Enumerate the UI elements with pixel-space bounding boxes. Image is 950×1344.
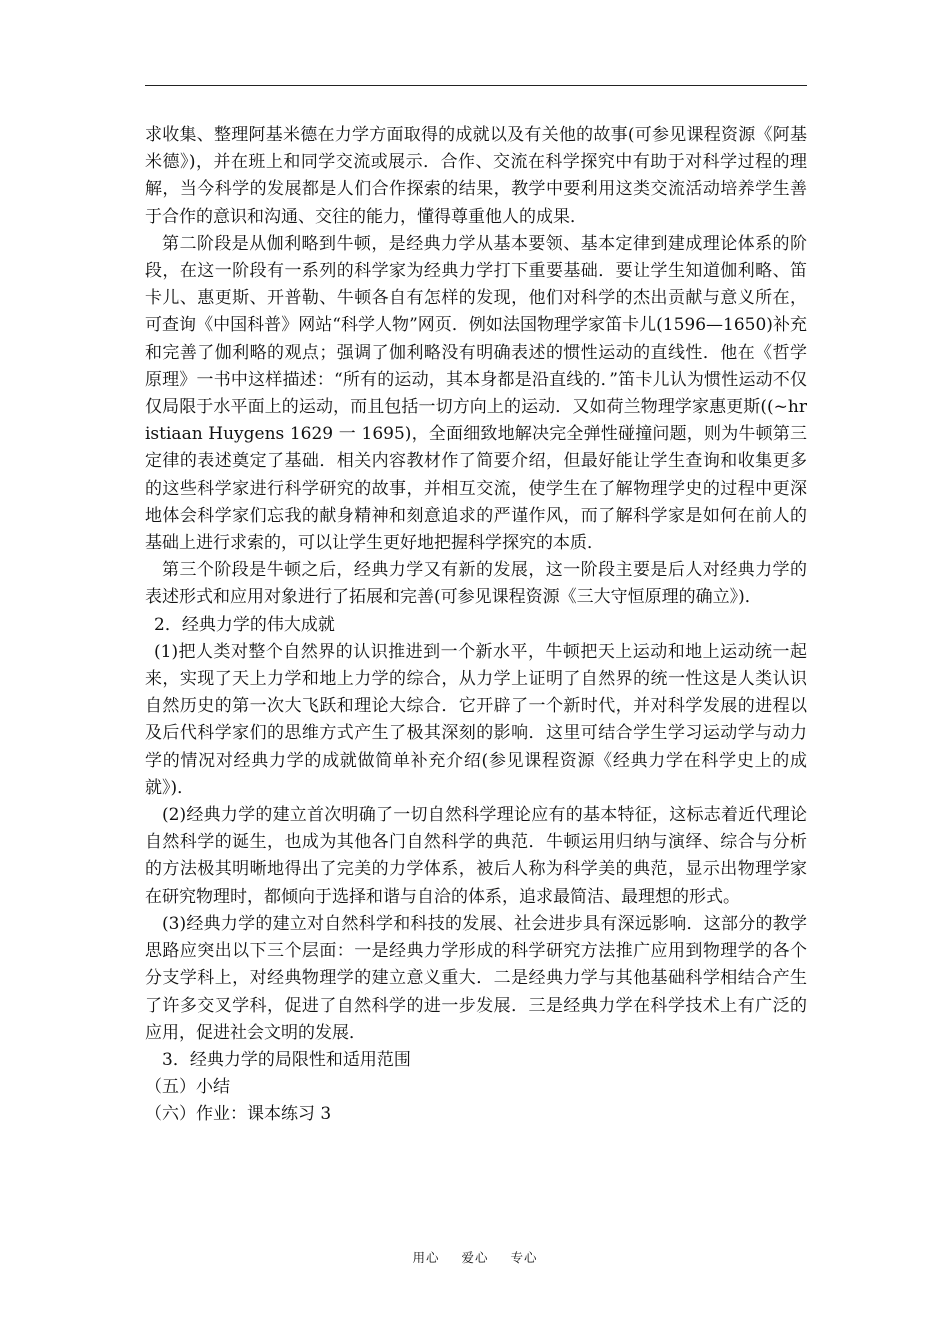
header-rule (145, 85, 807, 86)
paragraph-second-stage: 第二阶段是从伽利略到牛顿，是经典力学从基本要领、基本定律到建成理论体系的阶段，在这一阶段有一系列的科学家为经典力学打下重要基础．要让学生知道伽利略、笛卡儿、惠更斯、开普勒、牛顿各自有怎样的发现，他们对科学的杰出贡献与意义所在，可查询《中国科普》网站“科学人物”网页．例如法国物理学家笛卡儿(1596—1650)补充和完善了伽利略的观点；强调了伽利略没有明确表述的惯性运动的直线性．他在《哲学原理》一书中这样描述：“所有的运动，其本身都是沿直线的．”笛卡儿认为惯性运动不仅仅局限于水平面上的运动，而且包括一切方向上的运动．又如荷兰物理学家惠更斯((~hristiaan Huygens 1629 一 1695)，全面细致地解决完全弹性碰撞问题，则为牛顿第三定律的表述奠定了基础．相关内容教材作了简要介绍，但最好能让学生查询和收集更多的这些科学家进行科学研究的故事，并相互交流，使学生在了解物理学史的过程中更深地体会科学家们忘我的献身精神和刻意追求的严谨作风，而了解科学家是如何在前人的基础上进行求索的，可以让学生更好地把握科学探究的本质． (145, 233, 807, 554)
footer-word-1: 用心 (412, 1250, 440, 1265)
page-footer (0, 1248, 950, 1266)
paragraph-third-stage: 第三个阶段是牛顿之后，经典力学又有新的发展，这一阶段主要是后人对经典力学的表述形式和应用对象进行了拓展和完善(可参见课程资源《三大守恒原理的确立》)． (145, 560, 807, 608)
heading-limitations: 3．经典力学的局限性和适用范围 (162, 1049, 411, 1070)
footer-word-3: 专心 (510, 1250, 538, 1265)
heading-homework: （六）作业：课本练习 3 (145, 1104, 332, 1125)
heading-summary: （五）小结 (145, 1077, 230, 1098)
paragraph-archimedes-exchange: 求收集、整理阿基米德在力学方面取得的成就以及有关他的故事(可参见课程资源《阿基米德》)，并在班上和同学交流或展示．合作、交流在科学探究中有助于对科学过程的理解，当今科学的发展都是人们合作探索的结果，教学中要利用这类交流活动培养学生善于合作的意识和沟通、交往的能力，懂得尊重他人的成果． (145, 125, 807, 227)
heading-achievements: 2．经典力学的伟大成就 (154, 614, 335, 635)
document-body (145, 122, 807, 1129)
paragraph-achievement-1: (1)把人类对整个自然界的认识推进到一个新水平，牛顿把天上运动和地上运动统一起来，实现了天上力学和地上力学的综合，从力学上证明了自然界的统一性这是人类认识自然历史的第一次大飞跃和理论大综合．它开辟了一个新时代，并对科学发展的进程以及后代科学家们的思维方式产生了极其深刻的影响．这里可结合学生学习运动学与动力学的情况对经典力学的成就做简单补充介绍(参见课程资源《经典力学在科学史上的成就》)． (145, 641, 807, 798)
paragraph-achievement-2: (2)经典力学的建立首次明确了一切自然科学理论应有的基本特征，这标志着近代理论自然科学的诞生，也成为其他各门自然科学的典范．牛顿运用归纳与演绎、综合与分析的方法极其明晰地得出了完美的力学体系，被后人称为科学美的典范，显示出物理学家在研究物理时，都倾向于选择和谐与自洽的体系，追求最简洁、最理想的形式。 (145, 805, 807, 907)
footer-word-2: 爱心 (461, 1250, 489, 1265)
paragraph-achievement-3: (3)经典力学的建立对自然科学和科技的发展、社会进步具有深远影响．这部分的教学思路应突出以下三个层面：一是经典力学形成的科学研究方法推广应用到物理学的各个分支学科上，对经典物理学的建立意义重大．二是经典力学与其他基础科学相结合产生了许多交叉学科，促进了自然科学的进一步发展．三是经典力学在科学技术上有广泛的应用，促进社会文明的发展． (145, 913, 807, 1043)
